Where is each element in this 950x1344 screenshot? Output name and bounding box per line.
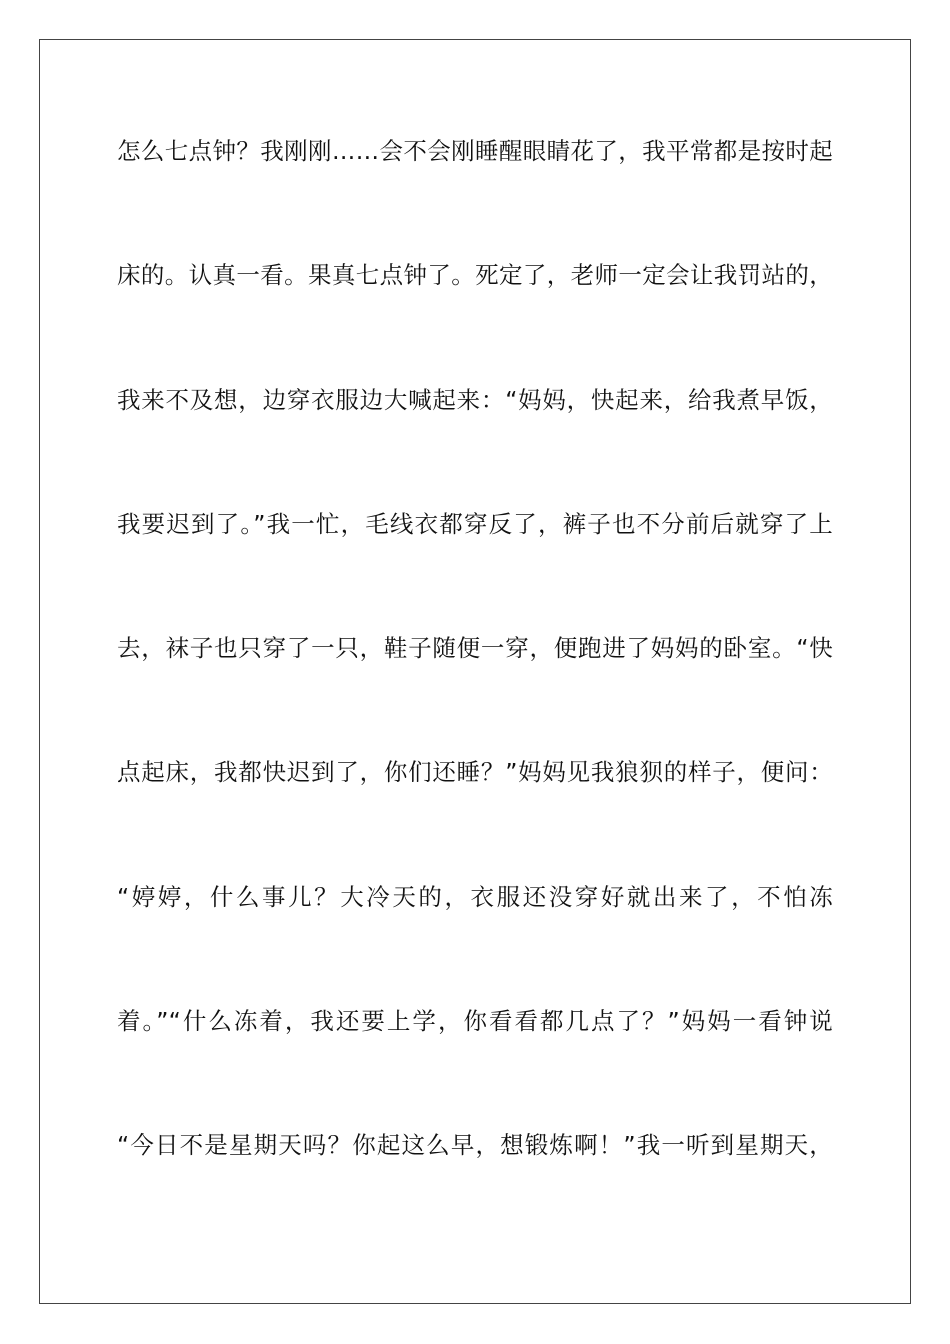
- text-line: 点起床，我都快迟到了，你们还睡？”妈妈见我狼狈的样子，便问：: [117, 758, 833, 786]
- text-line: 着。”“什么冻着，我还要上学，你看看都几点了？”妈妈一看钟说: [117, 1007, 833, 1035]
- text-line: 床的。认真一看。果真七点钟了。死定了，老师一定会让我罚站的，: [117, 261, 833, 289]
- text-line: 去，袜子也只穿了一只，鞋子随便一穿，便跑进了妈妈的卧室。“快: [117, 634, 833, 662]
- text-line: 我来不及想，边穿衣服边大喊起来：“妈妈，快起来，给我煮早饭，: [117, 386, 833, 414]
- text-line: “今日不是星期天吗？你起这么早，想锻炼啊！”我一听到星期天，: [117, 1131, 833, 1159]
- text-line: 我要迟到了。”我一忙，毛线衣都穿反了，裤子也不分前后就穿了上: [117, 510, 833, 538]
- page-border: [39, 39, 911, 1304]
- text-line: “婷婷，什么事儿？大冷天的，衣服还没穿好就出来了，不怕冻: [117, 883, 833, 911]
- text-line: 怎么七点钟？我刚刚……会不会刚睡醒眼睛花了，我平常都是按时起: [117, 137, 833, 165]
